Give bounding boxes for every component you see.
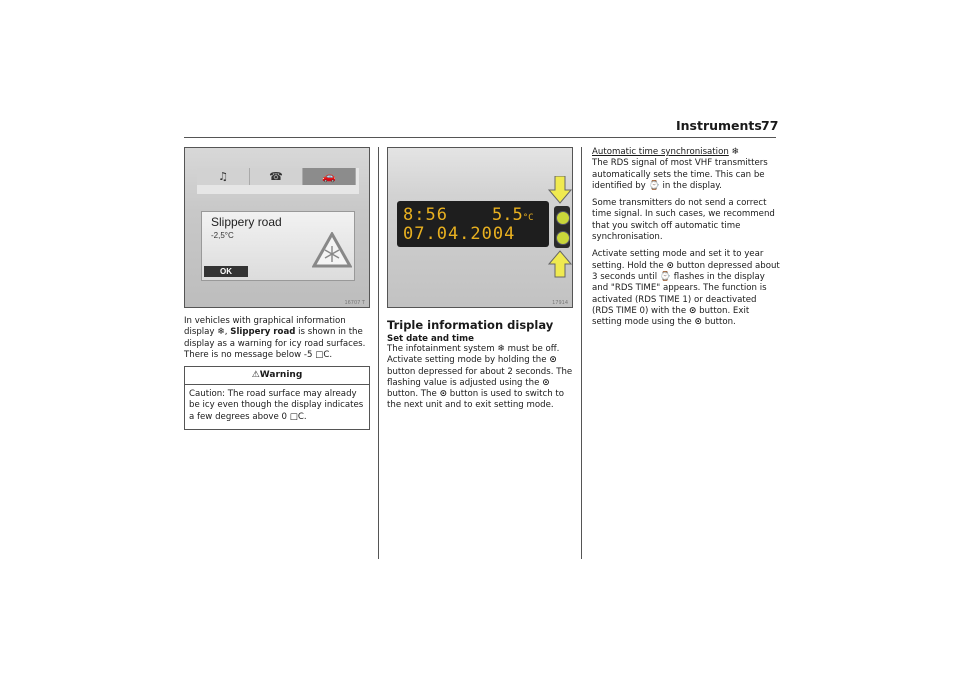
column-divider-2 bbox=[581, 147, 582, 559]
degree-symbol: □ bbox=[289, 411, 298, 422]
text: button. The bbox=[387, 389, 440, 400]
triple-info-section bbox=[387, 318, 575, 412]
screen-temperature: -2,5°C bbox=[211, 231, 234, 240]
rds-time-section bbox=[592, 147, 780, 334]
section-heading: Triple information display bbox=[387, 318, 554, 332]
rds-paragraph-1 bbox=[592, 147, 780, 192]
clock-button-icon: ⊙ bbox=[549, 355, 557, 366]
degree-symbol: □ bbox=[315, 349, 324, 360]
text: must be off. Activate setting mode by holding the bbox=[387, 344, 560, 366]
text: in the display. bbox=[659, 180, 722, 191]
section-title: Instruments bbox=[676, 118, 762, 133]
lcd-date: 07.04.2004 bbox=[403, 224, 516, 244]
rds-paragraph-3 bbox=[592, 249, 780, 328]
figure-slippery-road-display bbox=[184, 147, 370, 308]
warning-box bbox=[184, 366, 370, 430]
clock-button-icon bbox=[556, 211, 570, 225]
tab-audio-icon: ♫ bbox=[197, 168, 250, 185]
tab-phone-icon: ☎ bbox=[250, 168, 303, 185]
subheading: Set date and time bbox=[387, 334, 474, 344]
text: Activate setting mode and set it to year setting. Hold the bbox=[592, 249, 764, 271]
slippery-road-term: Slippery road bbox=[230, 327, 296, 338]
adjust-button-icon bbox=[556, 231, 570, 245]
text: button is used to switch to the next unit and to exit setting mode. bbox=[387, 389, 565, 411]
button-strip bbox=[554, 206, 570, 248]
lcd-temperature bbox=[492, 205, 534, 225]
text: The infotainment system bbox=[387, 344, 498, 354]
page-number: 77 bbox=[761, 118, 779, 133]
header-rule bbox=[184, 137, 776, 138]
clock-button-icon: ⊙ bbox=[439, 389, 448, 400]
lcd-temp-unit: °C bbox=[522, 213, 534, 223]
lcd-display bbox=[397, 201, 549, 247]
snowflake-icon: ❄ bbox=[497, 344, 505, 354]
text: button depressed for about 2 seconds. The flashing value is adjusted using the bbox=[387, 366, 573, 388]
text: In vehicles with graphical information display bbox=[184, 316, 346, 338]
snowflake-icon: ❄ bbox=[731, 147, 740, 157]
arrow-down-icon bbox=[548, 176, 572, 204]
text: Caution: The road surface may already be icy even though the display indicates a few degrees above 0 bbox=[189, 389, 364, 422]
text: flashes in the display and "RDS TIME" appears. The function is activated (RDS TIME 1) or deactivated (RDS TIME 0) with the bbox=[592, 271, 767, 316]
screen-ok-button: OK bbox=[204, 266, 248, 277]
warning-icon: ⚠ bbox=[251, 370, 260, 380]
snowflake-icon: ❄ bbox=[217, 327, 225, 338]
adjust-button-icon: ⊙ bbox=[542, 377, 550, 388]
arrow-up-icon bbox=[548, 250, 572, 278]
rds-clock-icon: ⌚ bbox=[648, 180, 660, 191]
figure-number: 17914 bbox=[552, 300, 568, 306]
text: C. bbox=[323, 349, 333, 360]
text: button. bbox=[701, 317, 736, 328]
ice-warning-sign-icon bbox=[312, 232, 352, 268]
text: , bbox=[224, 327, 231, 338]
lcd-temp-value: 5.5 bbox=[492, 205, 523, 225]
adjust-button-icon: ⊙ bbox=[688, 305, 697, 316]
warning-title bbox=[185, 367, 369, 385]
tab-car-icon: 🚗 bbox=[303, 168, 356, 185]
rds-clock-icon: ⌚ bbox=[659, 271, 672, 282]
lcd-time: 8:56 bbox=[403, 205, 448, 225]
set-date-time-paragraph bbox=[387, 344, 575, 412]
section-link: Automatic time synchronisation bbox=[592, 147, 729, 157]
slippery-road-paragraph bbox=[184, 316, 372, 361]
warning-panel bbox=[201, 211, 355, 281]
figure-triple-info-display bbox=[387, 147, 573, 308]
text: is shown in the display as a warning for icy road surfaces. There is no message below -5 bbox=[184, 327, 366, 360]
text: button depressed about 3 seconds until bbox=[592, 260, 780, 282]
rds-paragraph-2: Some transmitters do not send a correct time signal. In such cases, we recommend that you switch off automatic time synchronisation. bbox=[592, 198, 775, 243]
figure-number: 16707 T bbox=[344, 300, 365, 306]
text: button. Exit setting mode using the bbox=[592, 305, 750, 328]
warning-text bbox=[185, 385, 369, 426]
warning-label: Warning bbox=[259, 370, 303, 380]
text: The RDS signal of most VHF transmitters automatically sets the time. This can be identified by bbox=[592, 158, 768, 191]
screen-message-title: Slippery road bbox=[211, 215, 282, 229]
clock-button-icon: ⊙ bbox=[694, 317, 702, 328]
screen-tab-bar bbox=[197, 168, 359, 194]
column-divider-1 bbox=[378, 147, 379, 559]
clock-button-icon: ⊙ bbox=[666, 260, 674, 271]
text: C. bbox=[297, 411, 307, 422]
